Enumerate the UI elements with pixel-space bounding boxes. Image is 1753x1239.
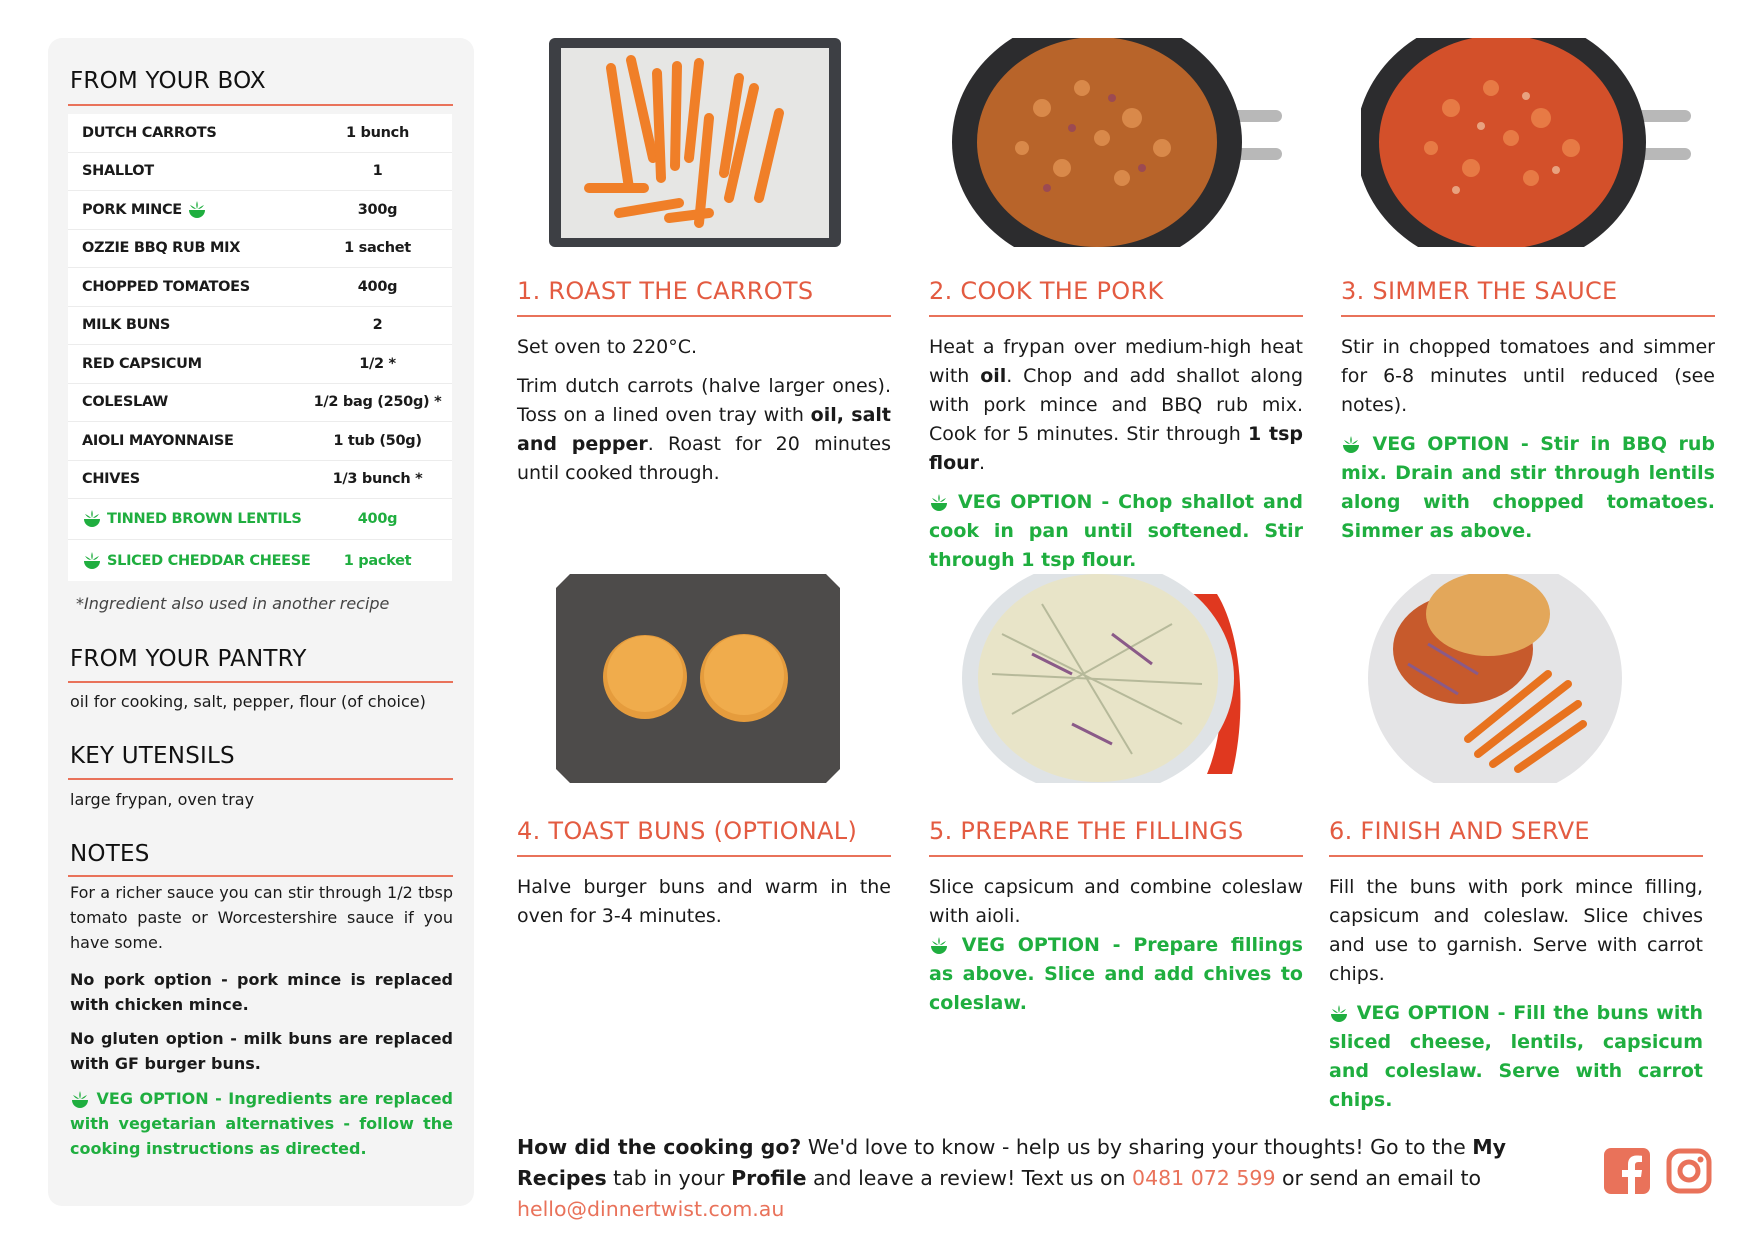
ingredient-row — [68, 540, 452, 581]
step-6-veg-option: VEG OPTION - Fill the buns with sliced cheese, lentils, capsicum and coleslaw. Serve with carrot chips. — [1329, 1002, 1703, 1111]
ingredient-quantity: 1/2 * — [359, 355, 396, 372]
ingredient-row — [68, 191, 452, 230]
ingredient-name — [68, 394, 313, 410]
ingredient-name — [68, 509, 313, 529]
ingredient-label: RED CAPSICUM — [82, 355, 202, 372]
step-3-title: 3. SIMMER THE SAUCE — [1341, 277, 1618, 305]
step-4-body — [517, 873, 891, 941]
box-title: FROM YOUR BOX — [70, 68, 266, 94]
ingredient-quantity: 1 sachet — [344, 240, 411, 257]
ingredient-quantity: 1 tub (50g) — [333, 432, 422, 449]
step-2-rule — [929, 315, 1303, 317]
ingredient-name — [68, 433, 313, 449]
ingredient-label: AIOLI MAYONNAISE — [82, 432, 234, 449]
photo-roast-carrots — [549, 38, 841, 247]
step-6-line-1: Fill the buns with pork mince filling, capsicum and coleslaw. Slice chives and use to garnish. Serve with carrot chips. — [1329, 876, 1703, 985]
phone-link[interactable]: 0481 072 599 — [1132, 1166, 1276, 1190]
facebook-icon[interactable] — [1604, 1148, 1650, 1194]
ingredient-name — [68, 163, 313, 179]
ingredient-name — [68, 317, 313, 333]
ingredient-row — [68, 268, 452, 307]
ingredient-name — [68, 279, 313, 295]
utensils-title: KEY UTENSILS — [70, 743, 235, 769]
step-2-line-1: Heat a frypan over medium-high heat with oil. Chop and add shallot along with pork mince and BBQ rub mix. Cook for 5 minutes. Stir through 1 tsp flour. — [929, 336, 1304, 474]
ingredient-name — [68, 356, 313, 372]
step-6-body — [1329, 873, 1703, 1125]
note-no-pork: No pork option - pork mince is replaced with chicken mince. — [70, 970, 453, 1014]
step-2-title: 2. COOK THE PORK — [929, 277, 1164, 305]
ingredient-name — [68, 551, 313, 571]
veg-leaf-icon — [187, 200, 207, 220]
ingredient-row — [68, 345, 452, 384]
ingredient-label: CHOPPED TOMATOES — [82, 278, 250, 295]
ingredient-label: TINNED BROWN LENTILS — [107, 511, 302, 527]
ingredient-label: MILK BUNS — [82, 317, 171, 334]
ingredient-row — [68, 499, 452, 540]
step-5-title: 5. PREPARE THE FILLINGS — [929, 817, 1244, 845]
ingredient-row — [68, 384, 452, 423]
footnote: *Ingredient also used in another recipe — [76, 594, 390, 613]
ingredient-quantity: 400g — [357, 511, 398, 527]
email-link[interactable]: hello@dinnertwist.com.au — [517, 1197, 785, 1221]
photo-prepare-fillings — [962, 574, 1242, 783]
ingredient-label: OZZIE BBQ RUB MIX — [82, 240, 241, 257]
step-1-body — [517, 333, 891, 498]
step-4-title: 4. TOAST BUNS (OPTIONAL) — [517, 817, 858, 845]
step-2-body — [929, 333, 1303, 585]
step-1-line-1: Set oven to 220°C. — [517, 336, 698, 358]
ingredient-row — [68, 461, 452, 500]
feedback-footer: How did the cooking go? We'd love to know - help us by sharing your thoughts! Go to the My Recipes tab in your Profile and leave a review! Text us on 0481 072 599 or send an email to hello@dinnertwist.com.au — [517, 1135, 1507, 1221]
veg-leaf-icon — [82, 551, 102, 571]
ingredients-table — [68, 114, 452, 581]
step-3-veg-option: VEG OPTION - Stir in BBQ rub mix. Drain and stir through lentils along with chopped tomatoes. Simmer as above. — [1341, 433, 1715, 542]
veg-leaf-icon — [82, 509, 102, 529]
step-1-title: 1. ROAST THE CARROTS — [517, 277, 814, 305]
ingredient-quantity: 1/2 bag (250g) * — [313, 394, 442, 411]
utensils-text: large frypan, oven tray — [70, 790, 255, 809]
step-5-body — [929, 873, 1303, 1028]
note-no-gluten: No gluten option - milk buns are replaced with GF burger buns. — [70, 1029, 453, 1073]
photo-finish-serve — [1368, 574, 1622, 783]
step-3-rule — [1341, 315, 1715, 317]
utensils-rule — [68, 778, 453, 780]
ingredient-name — [68, 471, 313, 487]
note-richer-sauce: For a richer sauce you can stir through 1/2 tbsp tomato paste or Worcestershire sauce if you have some. — [70, 883, 453, 952]
ingredient-quantity: 300g — [357, 201, 398, 218]
ingredient-name — [68, 200, 313, 220]
note-veg-text: VEG OPTION - Ingredients are replaced with vegetarian alternatives - follow the cooking instructions as directed. — [70, 1089, 453, 1158]
step-4-line-1: Halve burger buns and warm in the oven for 3-4 minutes. — [517, 876, 891, 927]
step-6-title: 6. FINISH AND SERVE — [1329, 817, 1590, 845]
photo-cook-pork — [952, 38, 1286, 247]
step-3-body — [1341, 333, 1715, 556]
ingredient-quantity: 1 bunch — [346, 124, 409, 141]
step-5-veg-option: VEG OPTION - Prepare fillings as above. Slice and add chives to coleslaw. — [929, 934, 1303, 1014]
pantry-title: FROM YOUR PANTRY — [70, 646, 307, 672]
ingredient-row — [68, 230, 452, 269]
veg-leaf-icon — [929, 936, 949, 956]
notes-rule — [68, 875, 453, 877]
pantry-text: oil for cooking, salt, pepper, flour (of choice) — [70, 692, 426, 711]
ingredient-name — [68, 240, 313, 256]
note-veg-option — [70, 1086, 453, 1161]
ingredient-label: SLICED CHEDDAR CHEESE — [107, 552, 311, 569]
ingredient-row — [68, 153, 452, 192]
ingredient-row — [68, 114, 452, 153]
ingredient-label: COLESLAW — [82, 394, 168, 411]
step-1-rule — [517, 315, 891, 317]
step-4-rule — [517, 855, 891, 857]
veg-leaf-icon — [1341, 435, 1361, 455]
photo-toast-buns — [556, 574, 840, 783]
ingredient-label: DUTCH CARROTS — [82, 124, 217, 141]
instagram-icon[interactable] — [1666, 1148, 1712, 1194]
ingredient-row — [68, 422, 452, 461]
photo-simmer-sauce — [1361, 38, 1695, 247]
veg-leaf-icon — [929, 493, 949, 513]
ingredient-quantity: 1/3 bunch * — [332, 471, 423, 488]
notes-title: NOTES — [70, 841, 150, 867]
step-3-line-1: Stir in chopped tomatoes and simmer for 6-8 minutes until reduced (see notes). — [1341, 336, 1715, 416]
ingredient-quantity: 1 — [372, 163, 383, 180]
step-1-line-2: Trim dutch carrots (halve larger ones). Toss on a lined oven tray with oil, salt and pepper. Roast for 20 minutes until cooked through. — [517, 375, 892, 484]
ingredient-label: SHALLOT — [82, 163, 154, 180]
box-title-rule — [68, 104, 453, 106]
ingredient-label: CHIVES — [82, 471, 140, 488]
step-5-line-1: Slice capsicum and combine coleslaw with aioli. — [929, 876, 1303, 927]
ingredient-name — [68, 125, 313, 141]
veg-leaf-icon — [1329, 1004, 1349, 1024]
ingredient-label: PORK MINCE — [82, 201, 182, 218]
ingredient-row — [68, 307, 452, 346]
step-2-veg-option: VEG OPTION - Chop shallot and cook in pan until softened. Stir through 1 tsp flour. — [929, 491, 1303, 571]
ingredient-quantity: 400g — [357, 278, 398, 295]
step-6-rule — [1329, 855, 1703, 857]
ingredient-quantity: 1 packet — [343, 552, 412, 569]
pantry-rule — [68, 681, 453, 683]
veg-leaf-icon — [70, 1090, 90, 1110]
sidebar-panel — [48, 38, 474, 1206]
ingredient-quantity: 2 — [372, 317, 383, 334]
step-5-rule — [929, 855, 1303, 857]
